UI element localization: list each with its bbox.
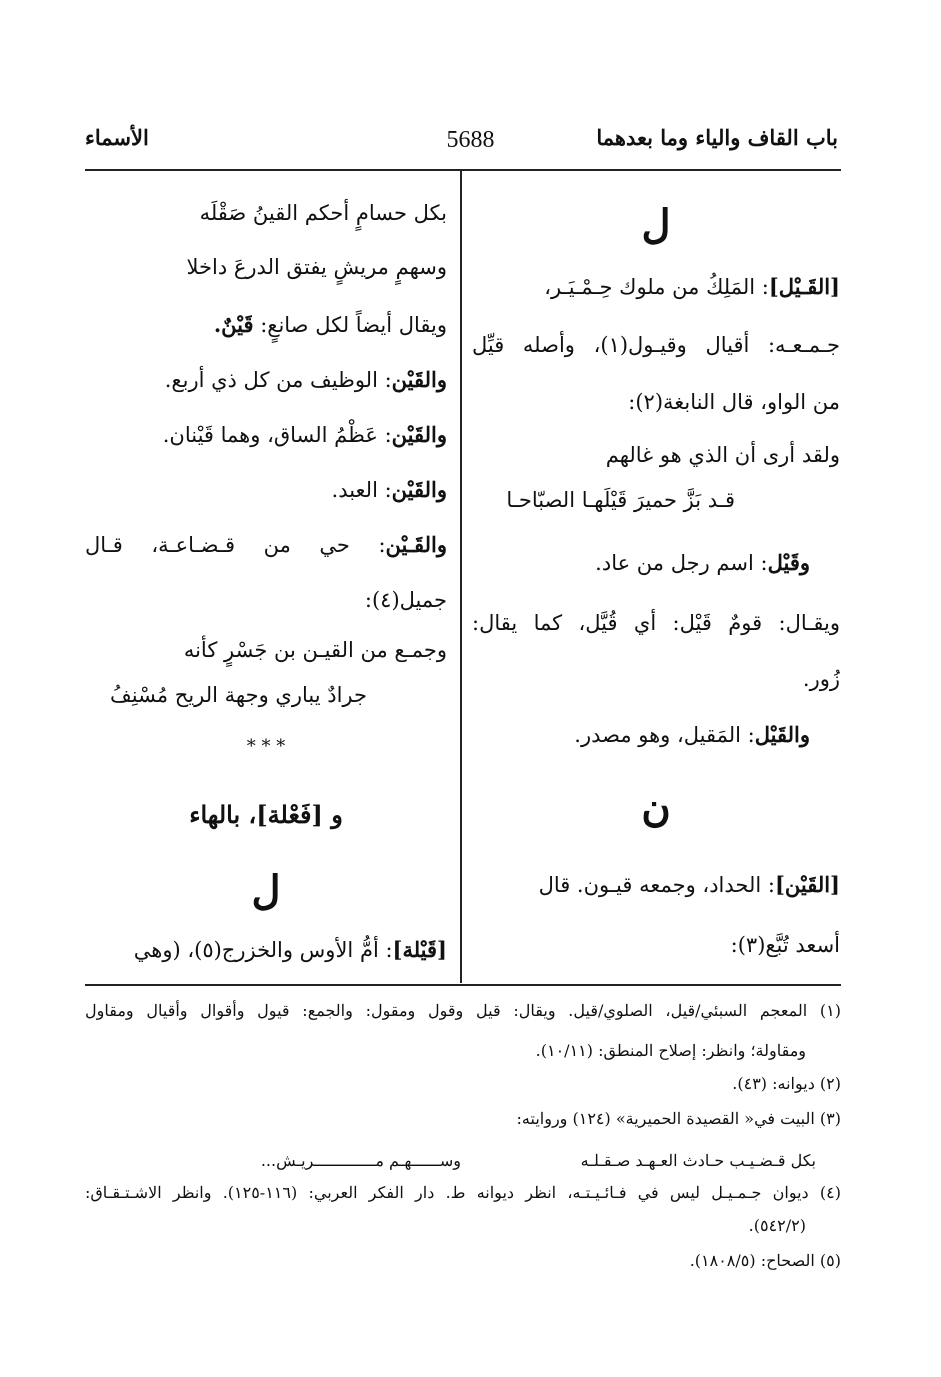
page-number: 5688 <box>446 127 495 153</box>
entry-headword: والقَيْن <box>391 422 447 447</box>
entry-line: [قَيْلة]: أمُّ الأوس والخزرج(٥)، (وهي <box>133 937 447 962</box>
entry-line: والقَيْل: المَقيل، وهو مصدر. <box>574 722 810 747</box>
footnote-2: (٢) ديوانه: (٤٣). <box>732 1074 841 1093</box>
verse-line: قـد بَزَّ حميرَ قَيْلَهـا الصبّاحـا <box>506 488 735 512</box>
running-header-chapter: باب القاف والياء وما بعدهما <box>596 125 838 150</box>
entry-headword: والقَـيْن <box>385 532 447 557</box>
entry-line: [القَـيْل]: المَلِكُ من ملوك حِـمْـيَـر، <box>544 274 840 299</box>
entry-line: والقَيْن: الوظيف من كل ذي أربع. <box>164 367 447 392</box>
footnote-4-continued: (٥٤٢/٢). <box>748 1216 806 1235</box>
verse-line: جرادٌ يباري وجهة الريح مُسْنِفُ <box>110 683 367 707</box>
verse-line: وسهمٍ مريشٍ يفتق الدرعَ داخلا <box>186 255 447 279</box>
entry-line: جميل(٤): <box>364 588 447 612</box>
section-heading: و [فَعْلة]، بالهاء <box>189 800 343 829</box>
section-separator-stars: * * * <box>246 736 286 757</box>
footnote-rule <box>85 984 841 986</box>
entry-line: ويقـال: قومٌ قَيْل: أي قُيَّل، كما يقال: <box>472 611 840 635</box>
entry-line: جـمـعـه: أقيال وقيـول(١)، وأصله قيِّل <box>472 333 841 357</box>
entry-headword: [قَيْلة] <box>392 937 447 962</box>
entry-line: زُور. <box>802 667 840 691</box>
entry-headword: والقَيْل <box>754 722 810 747</box>
entry-headword: [القَيْن] <box>774 872 840 897</box>
entry-line: من الواو، قال النابغة(٢): <box>628 390 840 414</box>
footnote-3: (٣) البيت في« القصيدة الحميرية» (١٢٤) وروايته: <box>516 1109 841 1128</box>
footnote-4: (٤) ديوان جـمـيـل ليس في فـائـيـتـه، انظر ديوانه ط. دار الفكر العربي: (١١٦-١٢٥). وانظر الاشـتـقـاق: <box>85 1183 841 1202</box>
verse-line: بكل حسامٍ أحكم القينُ صَقْلَه <box>199 201 447 225</box>
running-header-section: الأسماء <box>85 125 149 150</box>
footnote-1-continued: ومقاولة؛ وانظر: إصلاح المنطق: (١٠/١١). <box>535 1041 806 1060</box>
entry-line: والقَيْن: العبد. <box>331 477 447 502</box>
entry-line: ويقال أيضاً لكل صانعٍ: قَيْنٌ. <box>213 312 447 337</box>
footnote-3-verse-first: بكل قـضـيـب حـادث العـهـد صـقـلـه <box>580 1151 816 1170</box>
entry-line: والقَـيْن: حي من قـضـاعـة، قـال <box>85 532 447 557</box>
entry-line: [القَيْن]: الحداد، وجمعه قيـون. قال <box>538 872 840 897</box>
entry-headword: والقَيْن <box>391 367 447 392</box>
column-divider <box>460 170 462 983</box>
entry-headword: قَيْنٌ. <box>213 312 254 337</box>
verse-line: ولقد أرى أن الذي هو غالهم <box>605 443 840 467</box>
entry-headword: [القَـيْل] <box>768 274 840 299</box>
entry-headword: وقَيْل <box>767 550 810 575</box>
entry-headword: والقَيْن <box>391 477 447 502</box>
entry-line: والقَيْن: عَظْمُ الساق، وهما قَيْنان. <box>162 422 447 447</box>
footnote-5: (٥) الصحاح: (١٨٠٨/٥). <box>689 1251 841 1270</box>
entry-line: وقَيْل: اسم رجل من عاد. <box>595 550 810 575</box>
footnote-3-verse-second: وســــــهـم مـــــــــــــريـش... <box>260 1151 461 1170</box>
letter-heading-lam: ل <box>641 201 671 248</box>
letter-heading-lam: ل <box>251 867 281 914</box>
letter-heading-nun: ن <box>641 784 671 831</box>
verse-line: وجمـع من القيـن بن جَسْرٍ كأنه <box>183 638 447 662</box>
entry-line: أسعد تُبَّع(٣): <box>730 933 840 957</box>
header-rule <box>85 169 841 171</box>
footnote-1: (١) المعجم السبئي/قيل، الصلوي/قيل. ويقال: قيل وقول ومقول: والجمع: قيول وأقوال وأقيال ومقاول <box>85 1001 841 1020</box>
